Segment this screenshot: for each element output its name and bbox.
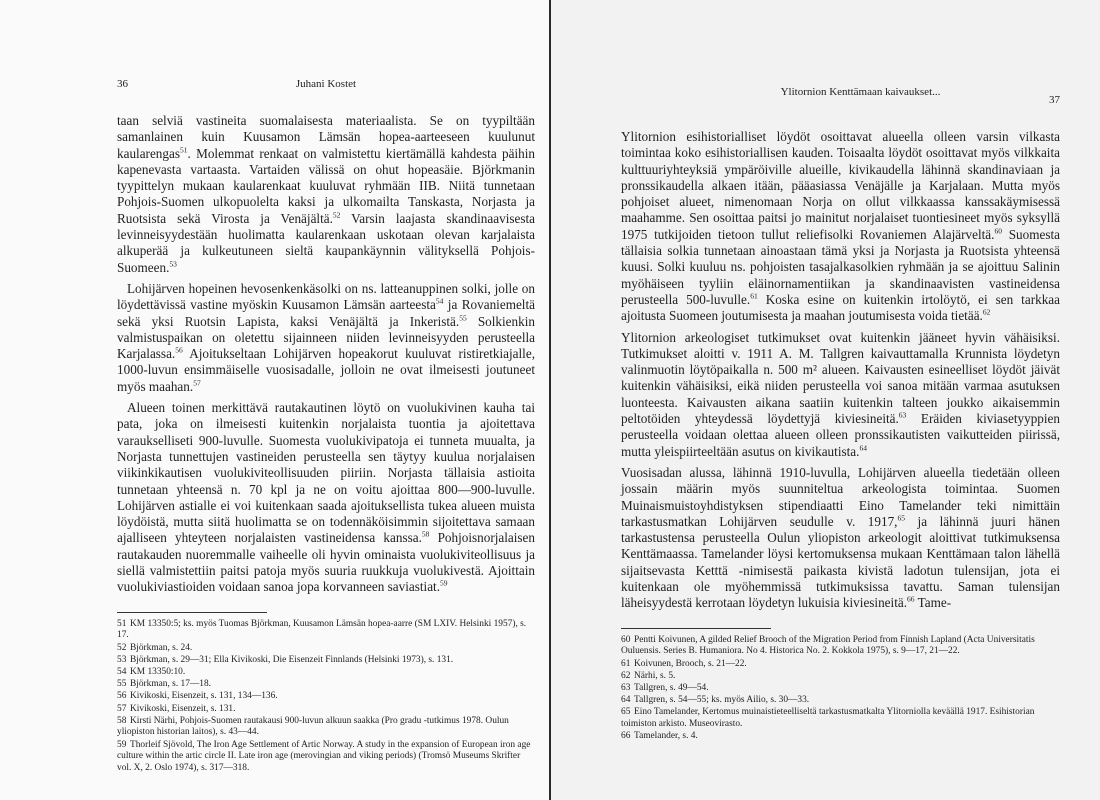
running-head: Ylitornion Kenttämaan kaivaukset...: [780, 86, 941, 98]
page-number: 37: [1049, 94, 1060, 106]
footnote-text: KM 13350:10.: [130, 666, 186, 677]
footnote-ref: 63: [898, 410, 907, 420]
footnote-text: KM 13350:5; ks. myös Tuomas Björkman, Kuusamon Lämsän hopea-aarre (SM LXIV. Helsinki 1957), s. 17.: [117, 618, 527, 641]
footnotes: [621, 635, 1060, 743]
footnote: [621, 683, 1060, 695]
footnote-number: 64: [621, 695, 631, 706]
footnote-ref: 57: [193, 378, 201, 388]
footnote-text: Thorleif Sjövold, The Iron Age Settlement of Artic Norway. A study in the expansion of European iron age culture within the artic circle II. Late iron age (merovingian and viking periods) (Tromsö Museums Skrifter vol. X, 2. Oslo 1974), s. 317—318.: [117, 739, 531, 774]
footnote: [117, 619, 535, 642]
text-run: taan selviä vastineita suomalaisesta materiaalista. Se on tyypiltään samanlainen kuin Kuusamon Lämsän hopea-aarteeseen kuulunut kaularengas: [117, 113, 535, 161]
text-run: Suomesta tällaisia solkia tunnetaan ainoastaan tämä yksi ja Norjasta ja Ruotsista yhteensä kuusi. Solki kuuluu ns. pohjoisten tasajalkasolkien ryhmään ja se ajoittuu Salinin myöhäiseen tyyliin eläinornamentiikan ja skandinaavisten vastineidensa perusteella 500-luvulle.: [621, 226, 1060, 307]
footnote-ref: 56: [175, 345, 183, 355]
footnote-text: Björkman, s. 29—31; Ella Kivikoski, Die Eisenzeit Finnlands (Helsinki 1973), s. 131.: [130, 654, 454, 665]
paragraph: [117, 281, 535, 395]
text-run: Tame-: [914, 595, 952, 611]
text-run: Ajoitukseltaan Lohijärven hopeakorut kuuluvat ristiretkiajalle, 1000-luvun ensimmäiselle vuosisadalle, jolloin ne ovat ilmeisesti joutuneet myös maahan.: [117, 346, 535, 394]
footnote: [621, 707, 1060, 730]
paragraph: [621, 465, 1060, 612]
footnote-text: Pentti Koivunen, A gilded Relief Brooch of the Migration Period from Finnish Lapland (Acta Universitatis Ouluensis. Series B. Humaniora. No 4. Historica No. 2. Kokkola 1975), s. 9—17, 21—22.: [621, 634, 1035, 657]
text-run: Solkienkin valmistuspaikan on oletettu sijainneen niiden levinneisyyden perusteella Karjalassa.: [117, 313, 535, 362]
footnote-number: 56: [117, 691, 127, 702]
footnote: [621, 731, 1060, 743]
footnote-ref: 52: [332, 210, 341, 220]
right-page-header: [621, 86, 1060, 106]
running-head: Juhani Kostet: [295, 78, 357, 90]
footnote: [621, 695, 1060, 707]
footnote-ref: 64: [859, 443, 867, 453]
footnote: [117, 704, 535, 716]
footnote-text: Kivikoski, Eisenzeit, s. 131, 134—136.: [130, 691, 278, 702]
footnote-text: Koivunen, Brooch, s. 21—22.: [634, 658, 747, 669]
footnote-ref: 65: [897, 513, 905, 523]
footnote-ref: 59: [440, 578, 448, 588]
footnote-number: 57: [117, 703, 127, 714]
footnote-text: Tallgren, s. 49—54.: [634, 682, 709, 693]
text-run: Pohjoisnorjalaisen rautakauden nuoremmalle vaiheelle oli hyvin ominaista vuolukiviteollisuus ja siellä valmistettiin paitsi patoja myös suuria ruukkuja vuolukivestä. Ajoittain vuolukiviastioiden voidaan sanoa jopa korvanneen saviastiat.: [117, 530, 536, 595]
footnote-text: Eino Tamelander, Kertomus muinaistieteelliseltä tarkastusmatkalta Ylitorniolla keväällä 1917. Esihistorian toimiston arkisto. Museovirasto.: [621, 707, 1035, 730]
paragraph: [621, 330, 1060, 460]
footnote-text: Tallgren, s. 54—55; ks. myös Ailio, s. 30—33.: [634, 695, 810, 706]
footnote-text: Tamelander, s. 4.: [634, 731, 698, 742]
paragraph: [117, 113, 535, 276]
footnote-text: Kirsti Närhi, Pohjois-Suomen rautakausi 900-luvun alkuun saakka (Pro gradu -tutkimus 1978. Oulun yliopiston historian laitos), s. 43—44.: [117, 715, 509, 738]
paragraph: [117, 400, 535, 596]
body-text: [117, 113, 535, 596]
footnote-number: 54: [117, 666, 127, 677]
footnote-number: 58: [117, 715, 127, 726]
footnote: [621, 659, 1060, 671]
text-run: ja lähinnä juuri hänen tarkastustensa perusteella Oulun yliopiston arkeologit aloittivat tutkimuksensa Kenttämaassa. Tamelander löysi kertomuksensa mukaan Kenttämaan talon lähellä sijaitsevasta Ketttä -nimisestä paikasta kivistä ladotun tulensijan, jota ei kuitenkaan ole myöhemmissä tutkimuksissa tavattu. Saman tulensijan läheisyydestä kerrotaan löydetyn lukuisia kiviesineitä.: [621, 513, 1060, 611]
footnote-number: 59: [117, 739, 127, 750]
text-run: Eräiden kiviasetyyppien perusteella voidaan olettaa alueen olleen pronssikautisten vaikutteiden piirissä, mutta yleispiirteeltään asutus on kivikautista.: [621, 411, 1060, 459]
footnote-ref: 51: [179, 145, 188, 155]
footnote-number: 65: [621, 707, 631, 718]
footnote-ref: 62: [982, 307, 991, 317]
page-number: 36: [117, 78, 128, 90]
footnote-ref: 55: [459, 313, 467, 323]
footnote: [117, 740, 535, 775]
footnote: [117, 691, 535, 703]
footnote-ref: 66: [907, 594, 915, 604]
footnote-number: 60: [621, 634, 631, 645]
left-page: [0, 0, 549, 800]
footnote-number: 61: [621, 658, 631, 669]
footnote-number: 66: [621, 731, 631, 742]
text-run: Vuosisadan alussa, lähinnä 1910-luvulla, Lohijärven alueella tiedetään olleen jossain määrin myös suunniteltua arkeologista toimintaa. Suomen Muinaismuistoyhdistyksen stipendiaatti Eino Tamelander teki nimittäin tarkastusmatkan Lohijärven seudulle v. 1917,: [621, 464, 1060, 529]
footnote: [117, 667, 535, 679]
left-page-header: [117, 78, 535, 94]
footnote-rule: [621, 628, 771, 629]
body-text: [621, 129, 1060, 612]
footnote-ref: 58: [421, 530, 430, 540]
footnote: [117, 643, 535, 655]
text-run: Alueen toinen merkittävä rautakautinen löytö on vuolukivinen kauha tai pata, joka on ilmeisesti kuitenkin norjalaista tuontia ja ajoitettava varaukselliseti 900-luvulle. Suomesta vuolukivipatoja ei tunneta muualta, ja Norjasta tunnettujen vastineiden perusteella sen täytyy kuulua norjalaisen viikinkikautisen vuolukiviteollisuuden piiriin. Norjasta tällaisia astioita tunnetaan yhteensä n. 70 kpl ja ne on voitu ajoittaa 800—900-luvulle. Lohijärven astialle ei voi kuitenkaan saada ajoituksellista tukea alueen muista löydöistä, mutta siitä huolimatta se on todennäköisimmin sijoitettava samaan ajalliseen yhteyteen norjalaisten vastineidensa kanssa.: [117, 400, 535, 546]
text-run: Ylitornion esihistorialliset löydöt osoittavat alueella olleen varsin vilkasta toimintaa koko esihistoriallisen kauden. Toisaalta löydöt osoittavat myös vilkkaita kulttuuriyhteyksiä ympäröiville alueille, kivikaudella lähinnä skandinaviaan ja pronssikaudella alkaen itään, pääasiassa Venäjälle ja Karjalaan. Mutta myös pohjoiset alueet, nimenomaan Norja on ollut vilkkaassa kanssakäymisessä maahamme. Sen osoittaa paitsi jo mainitut norjalaiset tuontiesineet myös syksyllä 1975 tutkijoiden tietoon tullut reliefisolki Rovaniemen Alajärveltä.: [621, 129, 1060, 242]
footnote-number: 55: [117, 679, 127, 690]
footnote-number: 62: [621, 670, 631, 681]
footnote-rule: [117, 612, 267, 613]
footnote-text: Kivikoski, Eisenzeit, s. 131.: [130, 703, 236, 714]
right-page: [551, 0, 1100, 800]
footnote-number: 63: [621, 682, 631, 693]
footnote-text: Björkman, s. 24.: [130, 642, 193, 653]
footnote-ref: 60: [994, 226, 1002, 236]
footnote-number: 51: [117, 618, 127, 629]
footnote-ref: 54: [435, 296, 444, 306]
text-run: . Molemmat renkaat on valmistettu kiertämällä kahdesta päihin kapenevasta vartaasta. Vartaiden välissä on ohut hopeasäie. Björkmanin tyypittelyn mukaan kaularenkaat kuuluvat ryhmään IIB. Niitä tunnetaan Pohjois-Suomen ulkopuolelta kaksi ja ulkomailta Tanskasta, Norjasta ja Ruotsista sekä Virosta ja Venäjältä.: [117, 145, 535, 226]
footnote-number: 53: [117, 654, 127, 665]
footnote: [117, 716, 535, 739]
footnote-ref: 61: [750, 291, 758, 301]
text-run: Koska esine on kuitenkin irtolöytö, ei sen tarkkaa ajoitusta Suomeen joutumisesta ja maahan joutumisesta voida tietää.: [621, 291, 1060, 324]
footnote: [117, 655, 535, 667]
text-run: ja Rovaniemeltä sekä yksi Ruotsin Lapista, kaksi Venäjältä ja Inkeristä.: [117, 297, 535, 329]
footnote-ref: 53: [169, 259, 177, 269]
text-run: Ylitornion arkeologiset tutkimukset ovat kuitenkin jääneet hyvin vähäisiksi. Tutkimukset aloitti v. 1911 A. M. Tallgren kaivauttamalla Krunnista löydetyn valinmuotin löytöpaikalla n. 500 m² alueen. Kaivausten esineelliset löydöt jäivät kuitenkin vähäisiksi, eikä niiden perusteella voi sanoa mitään varmaa asutuksen luonteesta. Kaivausten aikana saatiin kuitenkin talteen joukko aikaisemmin peltotöiden yhteydessä löydettyjä kiviesineitä.: [621, 329, 1060, 427]
footnote: [621, 671, 1060, 683]
text-run: Lohijärven hopeinen hevosenkenkäsolki on ns. latteanuppinen solki, jolle on löydettävissä vastine myöskin Kuusamon Lämsän aarteesta: [117, 280, 535, 313]
text-run: Varsin laajasta skandinaavisesta levinneisyydestään huolimatta kaularenkaan uskotaan olevan karjalaista alkuperää ja kulkeutuneen sieltä kaupankäynnin välityksellä Pohjois-Suomeen.: [117, 210, 535, 275]
footnotes: [117, 619, 535, 775]
paragraph: [621, 129, 1060, 325]
footnote: [117, 679, 535, 691]
footnote: [621, 635, 1060, 658]
footnote-number: 52: [117, 642, 127, 653]
footnote-text: Närhi, s. 5.: [634, 670, 676, 681]
footnote-text: Björkman, s. 17—18.: [130, 679, 211, 690]
